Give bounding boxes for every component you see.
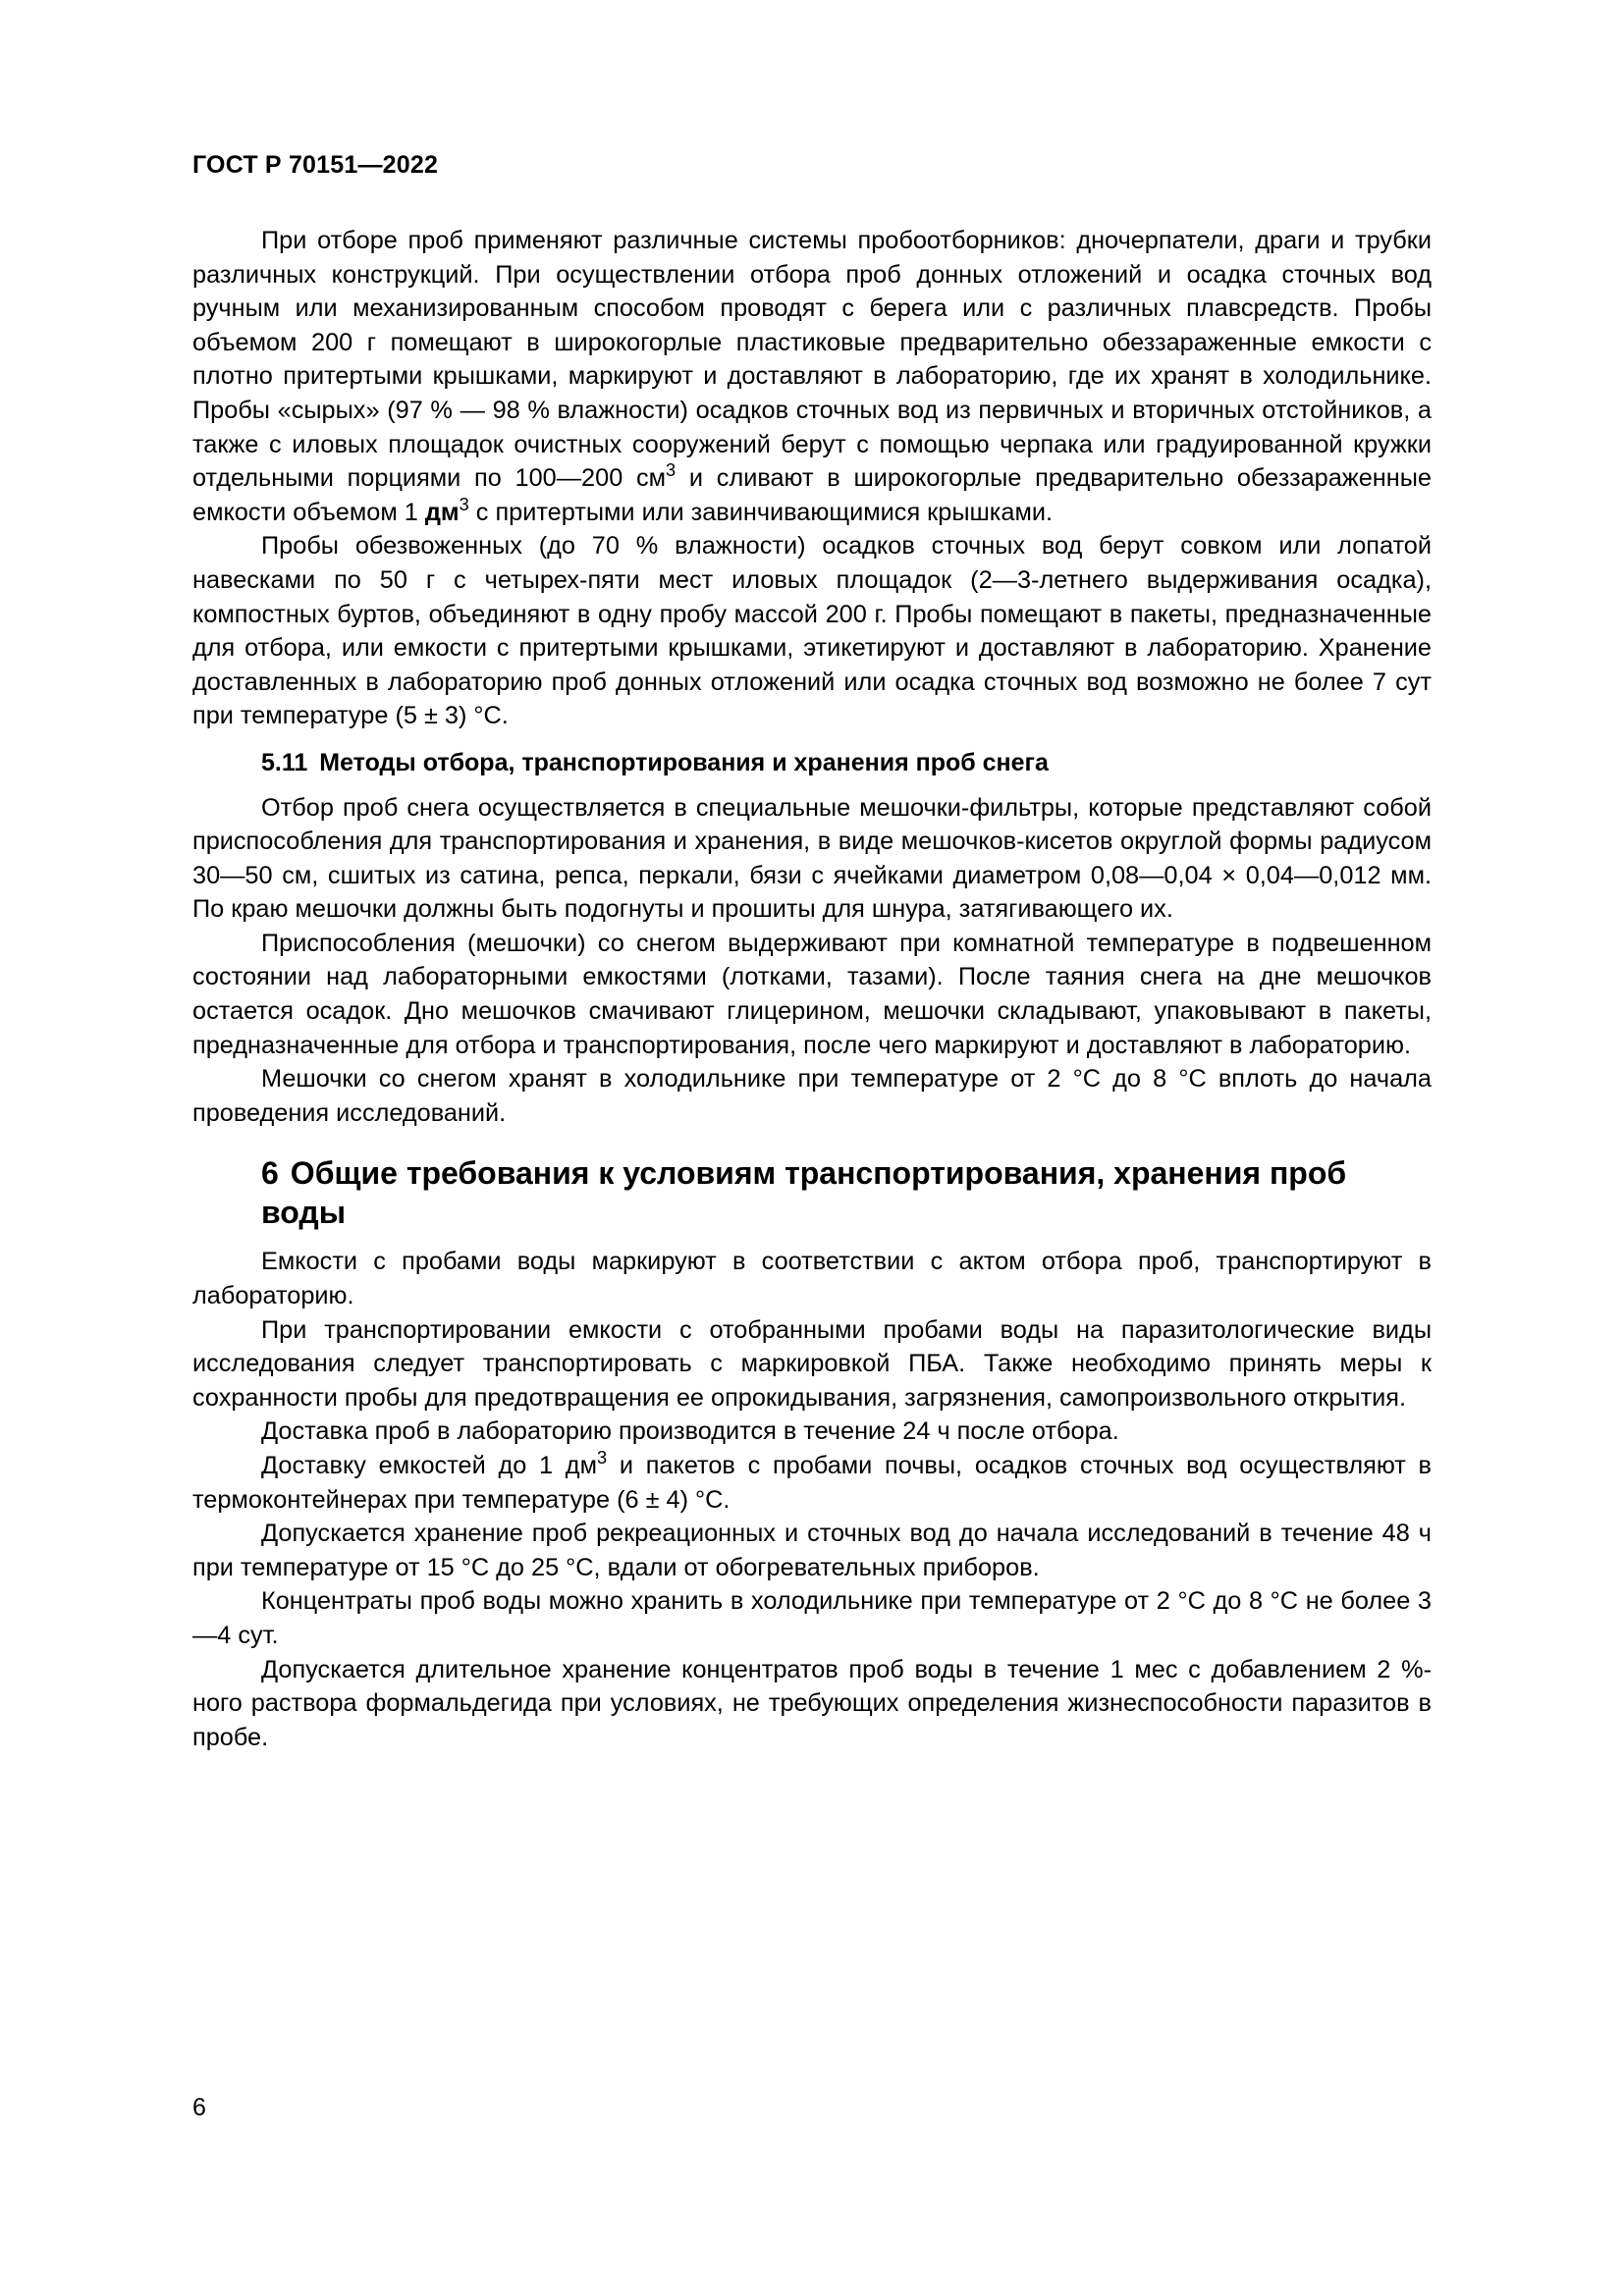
paragraph-formaldehyde-storage: Допускается длительное хранение концентратов проб воды в течение 1 мес с добавлением 2 %-ного раствора формальдегида при условиях, не требующих определения жизнеспособности паразитов в пробе. (192, 1655, 1432, 1751)
subsection-number: 5.11 (261, 748, 308, 776)
page-number: 6 (192, 2094, 206, 2121)
paragraph-snow-bags: Отбор проб снега осуществляется в специальные мешочки-фильтры, которые представляют собой приспособления для транспортирования и хранения, в виде мешочков-кисетов округлой формы радиусом 30—50 см, сшитых из сатина, репса, перкали, бязи с ячейками диаметром 0,08—0,04 × 0,04—0,012 мм. По краю мешочки должны быть подогнуты и прошиты для шнура, затягивающего их. (192, 793, 1432, 924)
section-heading: Общие требования к условиям транспортирования, хранения проб воды (261, 1155, 1347, 1231)
section-title-6 (192, 1153, 1432, 1232)
subsection-heading: Методы отбора, транспортирования и хранения проб снега (319, 748, 1049, 776)
paragraph-snow-melting: Приспособления (мешочки) со снегом выдерживают при комнатной температуре в подвешенном состоянии над лабораторными емкостями (лотками, тазами). После таяния снега на дне мешочков остается осадок. Дно мешочков смачивают глицерином, мешочки складывают, упаковывают в пакеты, предназначенные для отбора и транспортирования, после чего маркируют и доставляют в лабораторию. (192, 929, 1432, 1059)
subsection-title-5-11 (192, 746, 1432, 780)
paragraph-recreational-water: Допускается хранение проб рекреационных и сточных вод до начала исследований в течение 48 ч при температуре от 15 °С до 25 °С, вдали от обогревательных приборов. (192, 1520, 1432, 1581)
paragraph-thermocontainers: Доставку емкостей до 1 $дм^3$ и пакетов с пробами почвы, осадков сточных вод осуществляют в термоконтейнерах при температуре (6 ± 4) °С. (192, 1447, 1432, 1514)
paragraph-concentrates-fridge: Концентраты проб воды можно хранить в холодильнике при температуре от 2 °С до 8 °С не более 3—4 сут. (192, 1587, 1432, 1649)
document-header: ГОСТ Р 70151—2022 (192, 151, 439, 179)
paragraph-delivery-time: Доставка проб в лабораторию производится в течение 24 ч после отбора. (261, 1417, 1119, 1446)
paragraph-dewatered-sediment: Пробы обезвоженных (до 70 % влажности) осадков сточных вод берут совком или лопатой навесками по 50 г с четырех-пяти мест иловых площадок (2—3-летнего выдерживания осадка), компостных буртов, объединяют в одну пробу массой 200 г. Пробы помещают в пакеты, предназначенные для отбора, или емкости с притертыми крышками, этикетируют и доставляют в лабораторию. Хранение доставленных в лабораторию проб донных отложений или осадка сточных вод возможно не более 7 сут при температуре (5 ± 3) °С. (192, 532, 1432, 730)
paragraph-snow-storage: Мешочки со снегом хранят в холодильнике при температуре от 2 °С до 8 °С вплоть до начала проведения исследований. (192, 1065, 1432, 1127)
paragraph-container-marking: Емкости с пробами воды маркируют в соответствии с актом отбора проб, транспортируют в лабораторию. (192, 1248, 1432, 1310)
document-body (192, 224, 1432, 1754)
paragraph-pba-marking: При транспортировании емкости с отобранными пробами воды на паразитологические виды исследования следует транспортировать с маркировкой ПБА. Также необходимо принять меры к сохранности пробы для предотвращения ее опрокидывания, загрязнения, самопроизвольного открытия. (192, 1315, 1432, 1412)
section-number: 6 (261, 1155, 279, 1192)
paragraph-sampling-systems: При отборе проб применяют различные системы пробоотборников: дночерпатели, драги и трубки различных конструкций. При осуществлении отбора проб донных отложений и осадка сточных вод ручным или механизированным способом проводят с берега или с различных плавсредств. Пробы объемом 200 г помещают в широкогорлые пластиковые предварительно обеззараженные емкости с плотно притертыми крышками, маркируют и доставляют в лабораторию, где их хранят в холодильнике. Пробы «сырых» (97 % — 98 % влажности) осадков сточных вод из первичных и вторичных отстойников, а также с иловых площадок очистных сооружений берут с помощью черпака или градуированной кружки отдельными порциями по 100—200 $см^3$ и сливают в широкогорлые предварительно обеззараженные емкости объемом 1 $дм^3$ с притертыми или завинчивающимися крышками. (192, 227, 1432, 526)
